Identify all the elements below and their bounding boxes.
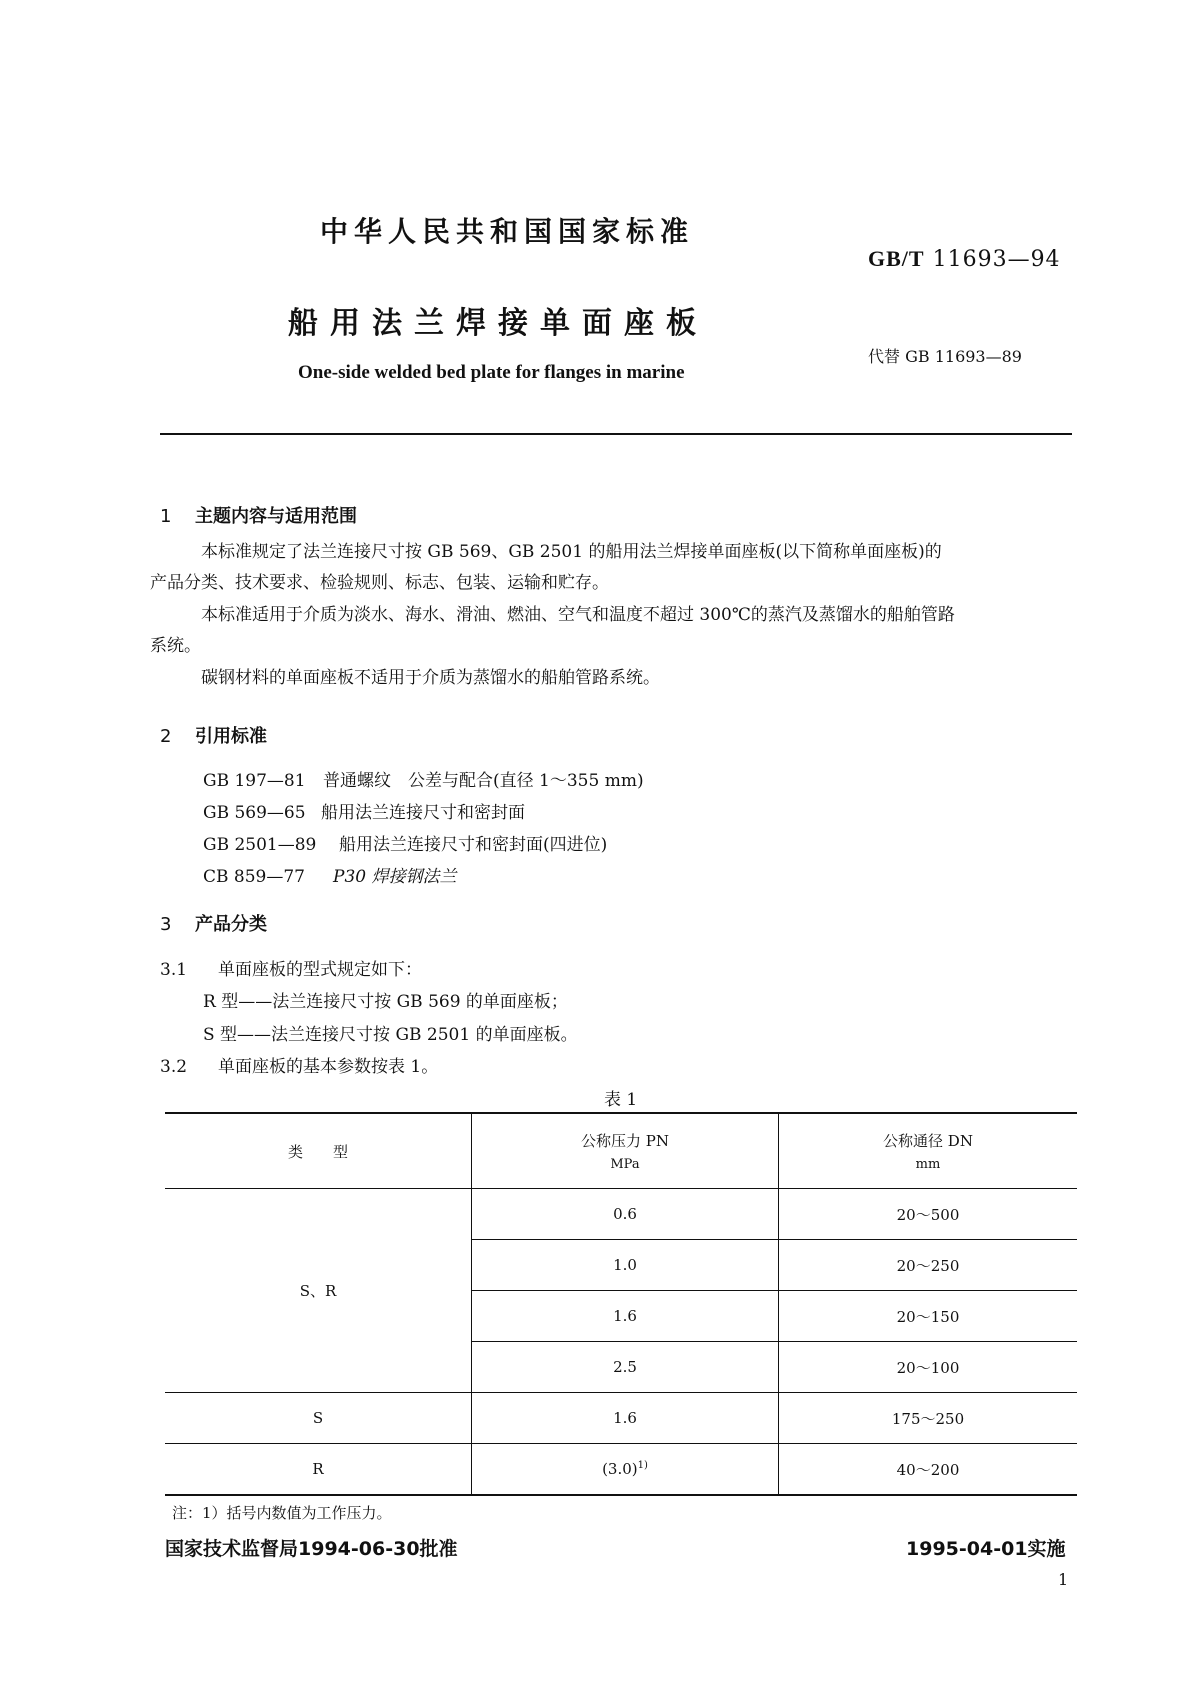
s-type-definition: S 型——法兰连接尺寸按 GB 2501 的单面座板。 [203,1025,578,1045]
header-diameter: 公称通径 DN mm [779,1113,1078,1189]
approval-line: 国家技术监督局1994-06-30批准 [165,1538,458,1560]
table-row [165,1189,1077,1240]
section-3-heading: 3 产品分类 [160,914,267,935]
section-1-para-3: 碳钢材料的单面座板不适用于介质为蒸馏水的船舶管路系统。 [201,668,660,688]
ref-item: GB 569—65 船用法兰连接尺寸和密封面 [203,803,525,823]
ref-item: GB 2501—89 船用法兰连接尺寸和密封面(四进位) [203,835,608,855]
national-standard-title: 中华人民共和国国家标准 [320,215,695,248]
section-2-heading: 2 引用标准 [160,726,267,747]
table-row [165,1444,1077,1496]
dn-cell: 20～150 [779,1291,1078,1342]
pn-cell: 1.0 [472,1240,779,1291]
ref-item: CB 859—77 P30 焊接钢法兰 [203,867,457,887]
clause-3-2: 3.2 单面座板的基本参数按表 1。 [160,1057,439,1077]
pn-cell: 1.6 [472,1291,779,1342]
clause-3-1: 3.1 单面座板的型式规定如下： [160,960,422,980]
ref-item: GB 197—81 普通螺纹 公差与配合(直径 1～355 mm) [203,771,644,791]
dn-cell: 40～200 [779,1444,1078,1496]
type-cell: S [165,1393,472,1444]
document-title: 船用法兰焊接单面座板 [288,306,708,341]
dn-cell: 175～250 [779,1393,1078,1444]
type-cell: R [165,1444,472,1496]
type-cell: S、R [165,1189,472,1393]
table-caption: 表 1 [604,1090,638,1110]
header-type: 类 型 [165,1113,472,1189]
page-number: 1 [1058,1570,1069,1589]
replaces-standard: 代替 GB 11693—89 [868,347,1022,366]
pn-cell: 0.6 [472,1189,779,1240]
r-type-definition: R 型——法兰连接尺寸按 GB 569 的单面座板； [203,992,568,1012]
section-1-heading: 1 主题内容与适用范围 [160,506,357,527]
pn-cell: $(3.0)^{1)}$ [472,1444,779,1496]
standard-number [868,246,1061,272]
pn-cell: 2.5 [472,1342,779,1393]
effective-date: 1995-04-01实施 [906,1538,1066,1560]
section-1-para-2b: 系统。 [150,636,201,656]
pn-cell: 1.6 [472,1393,779,1444]
dn-cell: 20～100 [779,1342,1078,1393]
english-title: One-side welded bed plate for flanges in marine [298,362,685,383]
table-note: 注：1）括号内数值为工作压力。 [172,1504,392,1522]
header-divider [160,433,1072,435]
parameter-table [165,1112,1077,1496]
table-row [165,1393,1077,1444]
standard-code: 11693—94 [932,247,1061,272]
dn-cell: 20～250 [779,1240,1078,1291]
standard-prefix: GB/T [868,246,925,271]
section-1-para-1b: 产品分类、技术要求、检验规则、标志、包装、运输和贮存。 [150,573,609,593]
table-header-row [165,1113,1077,1189]
section-1-para-1a: 本标准规定了法兰连接尺寸按 GB 569、GB 2501 的船用法兰焊接单面座板(以下简称单面座板)的 [201,542,942,562]
section-1-para-2a: 本标准适用于介质为淡水、海水、滑油、燃油、空气和温度不超过 300℃的蒸汽及蒸馏水的船舶管路 [201,605,955,625]
dn-cell: 20～500 [779,1189,1078,1240]
header-pressure: 公称压力 PN MPa [472,1113,779,1189]
